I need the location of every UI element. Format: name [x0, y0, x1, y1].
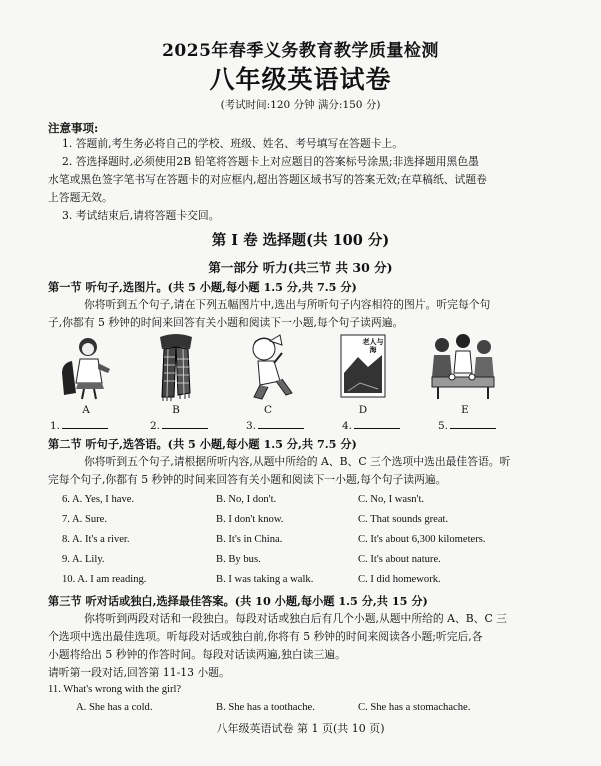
picture-label-b: B	[172, 404, 180, 416]
picture-b-scarf	[152, 333, 200, 401]
q9-option-b: B. By bus.	[216, 554, 261, 565]
picture-label-d: D	[358, 404, 368, 416]
q7-option-b: B. I don't know.	[216, 514, 284, 525]
picture-d-title: 老人与海	[362, 337, 384, 354]
q7-option-a: 7. A. Sure.	[62, 514, 108, 525]
q11-option-b: B. She has a toothache.	[216, 702, 315, 713]
q6-option-c: C. No, I wasn't.	[358, 494, 425, 505]
section2-title: 第二节 听句子,选答语。(共 5 小题,每小题 1.5 分,共 7.5 分)	[48, 437, 357, 451]
picture-c-boy	[240, 333, 296, 401]
page-footer: 八年级英语试卷 第 1 页(共 10 页)	[216, 722, 385, 735]
q7-option-c: C. That sounds great.	[358, 514, 449, 525]
section2-instructions-2: 完每个句子,你都有 5 秒钟的时间来回答有关小题和阅读下一小题,每个句子读两遍。	[48, 473, 447, 486]
q6-option-b: B. No, I don't.	[216, 494, 277, 505]
paper-title: 八年级英语试卷	[209, 65, 392, 94]
notice-item-3: 3. 考试结束后,请将答题卡交回。	[62, 209, 220, 222]
picture-a	[58, 333, 116, 401]
answer-blank-4: 4.	[342, 418, 400, 432]
section3-instructions-1: 你将听到两段对话和一段独白。每段对话或独白后有几个小题,从题中所给的 A、B、C 三	[84, 612, 507, 625]
q10-option-a: 10. A. I am reading.	[62, 574, 147, 585]
volume-title: 第 I 卷 选择题(共 100 分)	[211, 232, 390, 249]
answer-blank-2: 2.	[150, 418, 208, 432]
q8-option-c: C. It's about 6,300 kilometers.	[358, 534, 486, 545]
answer-blank-1: 1.	[50, 418, 108, 432]
section3-instructions-3: 小题将给出 5 秒钟的作答时间。每段对话读两遍,独白读三遍。	[48, 648, 346, 661]
time-info: (考试时间:120 分钟 满分:150 分)	[220, 99, 381, 111]
section1-title: 第一节 听句子,选图片。(共 5 小题,每小题 1.5 分,共 7.5 分)	[48, 280, 357, 294]
picture-label-c: C	[263, 404, 273, 416]
answer-blank-5: 5.	[438, 418, 496, 432]
notice-item-2-end: 上答题无效。	[48, 191, 113, 204]
q10-option-b: B. I was taking a walk.	[216, 574, 314, 585]
q10-option-c: C. I did homework.	[358, 574, 441, 585]
section1-instructions-1: 你将听到五个句子,请在下列五幅图片中,选出与所听句子内容相符的图片。听完每个句	[84, 298, 491, 311]
notice-item-2-cont: 水笔或黑色签字笔书写在答题卡的对应框内,超出答题区域书写的答案无效;在草稿纸、试题卷	[48, 173, 487, 186]
notice-title: 注意事项:	[48, 121, 99, 135]
notice-item-2: 2. 答选择题时,必须使用2B 铅笔将答题卡上对应题目的答案标号涂黑;非选择题用黑色墨	[62, 155, 479, 168]
notice-item-1: 1. 答题前,考生务必将自己的学校、班级、姓名、考号填写在答题卡上。	[62, 137, 404, 150]
picture-label-e: E	[461, 404, 469, 416]
section1-instructions-2: 子,你都有 5 秒钟的时间来回答有关小题和阅读下一小题,每个句子读两遍。	[48, 316, 404, 329]
q8-option-a: 8. A. It's a river.	[62, 534, 130, 545]
q6-option-a: 6. A. Yes, I have.	[62, 494, 135, 505]
q9-option-c: C. It's about nature.	[358, 554, 441, 565]
q9-option-a: 9. A. Lily.	[62, 554, 105, 565]
q11-stem: 11. What's wrong with the girl?	[48, 684, 182, 695]
section3-prompt: 请听第一段对话,回答第 11-13 小题。	[48, 666, 230, 679]
q11-option-c: C. She has a stomachache.	[358, 702, 471, 713]
section3-instructions-2: 个选项中选出最佳选项。听每段对话或独白前,你将有 5 秒钟的时间来阅读各小题;听完后,各	[48, 630, 483, 643]
section2-instructions-1: 你将听到五个句子,请根据所听内容,从题中所给的 A、B、C 三个选项中选出最佳答语。听	[84, 455, 511, 468]
q8-option-b: B. It's in China.	[216, 534, 283, 545]
section3-title: 第三节 听对话或独白,选择最佳答案。(共 10 小题,每小题 1.5 分,共 15 分)	[48, 594, 428, 608]
picture-e-family	[428, 333, 498, 401]
q11-option-a: A. She has a cold.	[76, 702, 153, 713]
part-title: 第一部分 听力(共三节 共 30 分)	[208, 260, 393, 275]
answer-blank-3: 3.	[246, 418, 304, 432]
exam-title: 2025年春季义务教育教学质量检测	[162, 41, 439, 61]
picture-label-a: A	[82, 404, 90, 416]
